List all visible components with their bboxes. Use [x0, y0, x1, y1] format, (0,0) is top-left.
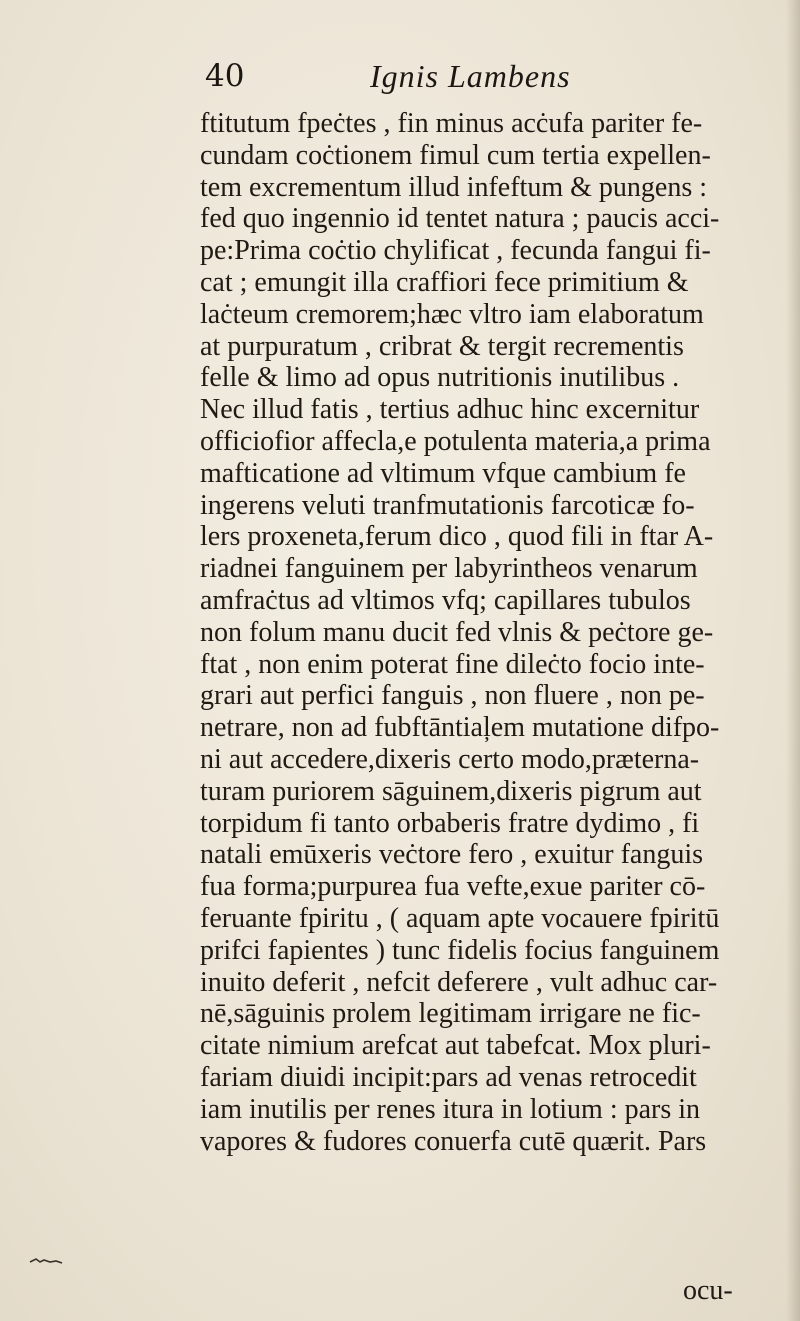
text-line: vapores & fudores conuerfa cutē quærit. Pars — [200, 1125, 707, 1157]
body-text — [200, 108, 770, 1157]
text-line: fed quo ingennio id tentet natura ; paucis acci- — [200, 203, 720, 235]
text-line: turam puriorem sāguinem,dixeris pigrum aut — [200, 775, 702, 807]
text-line: laċteum cremorem;hæc vltro iam elaboratum — [200, 298, 704, 330]
text-line: amfraċtus ad vltimos vfq; capillares tubulos — [200, 584, 691, 616]
text-line: natali emūxeris veċtore fero , exuitur fanguis — [200, 839, 704, 871]
text-line: inuito deferit , nefcit deferere , vult adhuc car- — [200, 966, 718, 998]
text-line: torpidum fi tanto orbaberis fratre dydimo , fi — [200, 807, 700, 839]
text-line: mafticatione ad vltimum vfque cambium fe — [200, 457, 686, 489]
text-line: riadnei fanguinem per labyrintheos venarum — [200, 553, 698, 585]
text-line: feruante fpiritu , ( aquam apte vocauere fpiritū — [200, 902, 720, 934]
margin-ink-mark — [28, 1256, 64, 1266]
page-number: 40 — [205, 58, 245, 94]
text-line: fua forma;purpurea fua vefte,exue pariter cō- — [200, 871, 706, 903]
text-line: cundam coċtionem fimul cum tertia expellen- — [200, 139, 711, 171]
text-line: pe:Prima coċtio chylificat , fecunda fangui fi- — [200, 235, 711, 267]
text-line: nē,sāguinis prolem legitimam irrigare ne fic- — [200, 998, 701, 1030]
running-header — [195, 58, 755, 102]
text-line: tem excrementum illud infeftum & pungens : — [200, 171, 707, 203]
text-line: grari aut perfici fanguis , non fluere , non pe- — [200, 680, 705, 712]
text-line: ingerens veluti tranfmutationis farcoticæ fo- — [200, 489, 695, 521]
text-line: lers proxeneta,ferum dico , quod fili in ftar A- — [200, 521, 714, 553]
text-line: iam inutilis per renes itura in lotium : pars in — [200, 1093, 701, 1125]
text-line: cat ; emungit illa craffiori fece primitium & — [200, 266, 689, 298]
text-line: citate nimium arefcat aut tabefcat. Mox pluri- — [200, 1030, 711, 1062]
text-line: fariam diuidi incipit:pars ad venas retrocedit — [200, 1061, 697, 1093]
text-line: ftitutum fpeċtes , fin minus acċufa pariter fe- — [200, 108, 703, 139]
text-line: at purpuratum , cribrat & tergit recrementis — [200, 330, 684, 362]
page-edge-shadow — [786, 0, 800, 1321]
text-line: ftat , non enim poterat fine dileċto focio inte- — [200, 648, 705, 680]
running-title: Ignis Lambens — [370, 58, 571, 94]
catchword: ocu- — [683, 1275, 733, 1306]
text-line: non folum manu ducit fed vlnis & peċtore ge- — [200, 616, 714, 648]
text-line: prifci fapientes ) tunc fidelis focius fanguinem — [200, 934, 720, 966]
text-line: Nec illud fatis , tertius adhuc hinc excernitur — [200, 394, 700, 426]
text-line: netrare, non ad fubftāntiaļem mutatione difpo- — [200, 712, 720, 744]
text-line: officiofior affecla,e potulenta materia,a prima — [200, 425, 711, 457]
text-line: ni aut accedere,dixeris certo modo,præterna- — [200, 743, 700, 775]
text-line: felle & limo ad opus nutritionis inutilibus . — [200, 362, 680, 394]
